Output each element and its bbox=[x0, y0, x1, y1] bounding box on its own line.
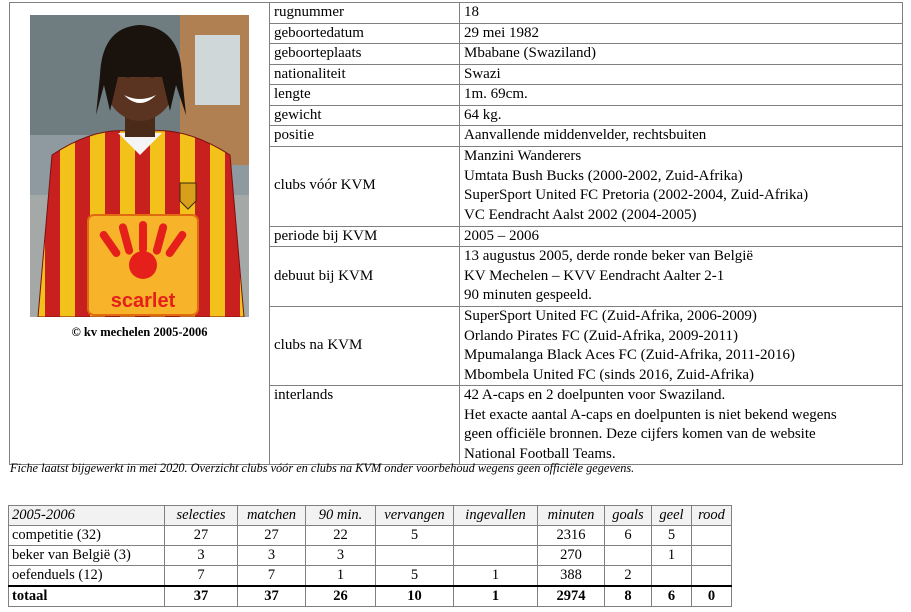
stats-header-row bbox=[9, 506, 732, 526]
table-cell bbox=[605, 546, 652, 566]
table-cell: 22 bbox=[306, 526, 376, 546]
update-note: Fiche laatst bijgewerkt in mei 2020. Overzicht clubs vóór en clubs na KVM onder voorbehoud wegens geen officiële gegevens. bbox=[10, 461, 635, 475]
table-cell: 2316 bbox=[538, 526, 605, 546]
profile-label: interlands bbox=[270, 386, 460, 465]
table-cell: 1 bbox=[454, 566, 538, 587]
col-header-geel: geel bbox=[652, 506, 692, 526]
profile-label: geboorteplaats bbox=[270, 44, 460, 65]
table-cell: 2 bbox=[605, 566, 652, 587]
table-cell bbox=[692, 546, 732, 566]
table-cell: 5 bbox=[652, 526, 692, 546]
profile-value: 29 mei 1982 bbox=[460, 23, 903, 44]
table-cell: 3 bbox=[306, 546, 376, 566]
table-cell: 26 bbox=[306, 586, 376, 607]
profile-label: clubs na KVM bbox=[270, 307, 460, 386]
profile-value: 2005 – 2006 bbox=[460, 226, 903, 247]
profile-value: 42 A-caps en 2 doelpunten voor Swaziland. Het exacte aantal A-caps en doelpunten is niet bekend wegens geen officiële bronnen. Deze cijfers komen van de website National Football Teams. bbox=[460, 386, 903, 465]
profile-label: debuut bij KVM bbox=[270, 247, 460, 307]
profile-value: 18 bbox=[460, 3, 903, 24]
profile-label: nationaliteit bbox=[270, 64, 460, 85]
table-cell bbox=[454, 526, 538, 546]
season-stats-table bbox=[8, 505, 732, 607]
table-cell: 27 bbox=[165, 526, 238, 546]
table-cell: 8 bbox=[605, 586, 652, 607]
table-cell: 1 bbox=[306, 566, 376, 587]
col-header-season: 2005-2006 bbox=[9, 506, 165, 526]
table-cell: oefenduels (12) bbox=[9, 566, 165, 587]
table-cell: 37 bbox=[238, 586, 306, 607]
profile-label: positie bbox=[270, 126, 460, 147]
table-row bbox=[9, 566, 732, 587]
table-cell bbox=[692, 566, 732, 587]
profile-label: clubs vóór KVM bbox=[270, 146, 460, 226]
table-cell: 1 bbox=[454, 586, 538, 607]
col-header-ingevallen: ingevallen bbox=[454, 506, 538, 526]
table-cell bbox=[376, 546, 454, 566]
table-cell: 6 bbox=[652, 586, 692, 607]
profile-value: SuperSport United FC (Zuid-Afrika, 2006-2009) Orlando Pirates FC (Zuid-Afrika, 2009-2011) Mpumalanga Black Aces FC (Zuid-Afrika, 2011-2016) Mbombela United FC (sinds 2016, Zuid-Afrika) bbox=[460, 307, 903, 386]
col-header-vervangen: vervangen bbox=[376, 506, 454, 526]
profile-label: periode bij KVM bbox=[270, 226, 460, 247]
player-profile-table bbox=[9, 2, 903, 465]
table-cell: 270 bbox=[538, 546, 605, 566]
table-cell: totaal bbox=[9, 586, 165, 607]
col-header-minuten: minuten bbox=[538, 506, 605, 526]
profile-value: Swazi bbox=[460, 64, 903, 85]
table-cell: 6 bbox=[605, 526, 652, 546]
table-cell: 7 bbox=[165, 566, 238, 587]
table-cell bbox=[652, 566, 692, 587]
profile-label: rugnummer bbox=[270, 3, 460, 24]
profile-value: 1m. 69cm. bbox=[460, 85, 903, 106]
table-cell: 2974 bbox=[538, 586, 605, 607]
col-header-90min: 90 min. bbox=[306, 506, 376, 526]
profile-value: Aanvallende middenvelder, rechtsbuiten bbox=[460, 126, 903, 147]
table-cell: 5 bbox=[376, 526, 454, 546]
profile-label: geboortedatum bbox=[270, 23, 460, 44]
profile-label: gewicht bbox=[270, 105, 460, 126]
table-row bbox=[9, 546, 732, 566]
col-header-rood: rood bbox=[692, 506, 732, 526]
profile-label: lengte bbox=[270, 85, 460, 106]
profile-value: 13 augustus 2005, derde ronde beker van België KV Mechelen – KVV Eendracht Aalter 2-1 90 minuten gespeeld. bbox=[460, 247, 903, 307]
table-cell: 3 bbox=[165, 546, 238, 566]
profile-value: Mbabane (Swaziland) bbox=[460, 44, 903, 65]
table-cell: beker van België (3) bbox=[9, 546, 165, 566]
table-cell: 10 bbox=[376, 586, 454, 607]
table-cell: 7 bbox=[238, 566, 306, 587]
table-row bbox=[9, 526, 732, 546]
shirt-logo-text: scarlet bbox=[110, 290, 176, 312]
table-cell: 37 bbox=[165, 586, 238, 607]
table-cell bbox=[454, 546, 538, 566]
table-cell: competitie (32) bbox=[9, 526, 165, 546]
table-cell: 27 bbox=[238, 526, 306, 546]
col-header-selecties: selecties bbox=[165, 506, 238, 526]
table-cell: 3 bbox=[238, 546, 306, 566]
col-header-goals: goals bbox=[605, 506, 652, 526]
profile-value: 64 kg. bbox=[460, 105, 903, 126]
photo-caption: © kv mechelen 2005-2006 bbox=[71, 325, 208, 339]
table-cell bbox=[692, 526, 732, 546]
player-photo bbox=[30, 15, 249, 317]
total-row bbox=[9, 586, 732, 607]
profile-value: Manzini Wanderers Umtata Bush Bucks (2000-2002, Zuid-Afrika) SuperSport United FC Pretoria (2002-2004, Zuid-Afrika) VC Eendracht Aalst 2002 (2004-2005) bbox=[460, 146, 903, 226]
col-header-matchen: matchen bbox=[238, 506, 306, 526]
table-cell: 5 bbox=[376, 566, 454, 587]
table-cell: 0 bbox=[692, 586, 732, 607]
table-cell: 388 bbox=[538, 566, 605, 587]
table-cell: 1 bbox=[652, 546, 692, 566]
photo-cell bbox=[10, 3, 270, 465]
